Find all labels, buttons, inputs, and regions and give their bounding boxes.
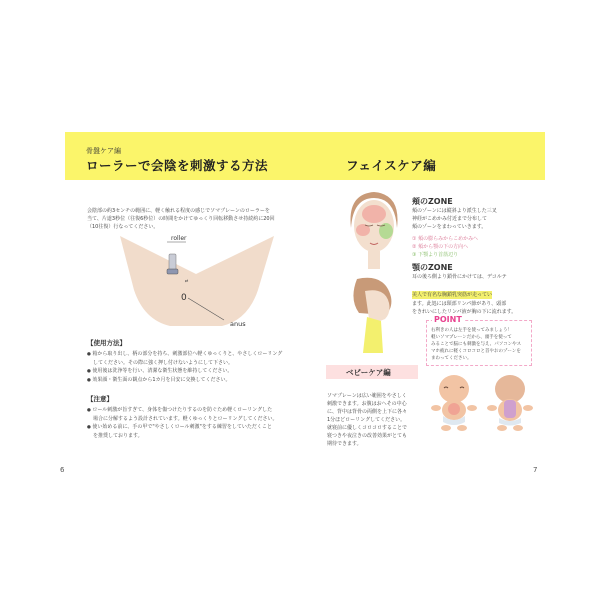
usage-list: [87, 350, 282, 385]
baby-leg: [457, 425, 467, 431]
baby-line: 就寝前に優しくコロコロすることで: [327, 425, 408, 431]
roller-head: [167, 269, 178, 274]
baby-head: [439, 375, 469, 403]
baby-back-illustration: [482, 372, 538, 432]
back-zone: [504, 400, 516, 418]
roller-label: roller: [171, 235, 187, 242]
cheek-zone-text: [412, 207, 497, 231]
baby-back-leg: [497, 425, 507, 431]
baby-back-arm: [487, 405, 497, 411]
motion-arrows: ⇄: [185, 278, 189, 283]
forehead-zone: [362, 205, 386, 223]
profile-illustration: [345, 273, 405, 355]
notes-item: ● ロール刺激が旨すぎて、身体を傷つけたりするのを防ぐため軽くローリングした: [87, 406, 277, 415]
usage-item-cont: してください。その際に強く押し付けないようにして下さい。: [93, 360, 234, 366]
intro-line: 会陰部の約3センチの範囲に、軽く触れる程度の感じでソマプレーンのローラーを: [87, 208, 270, 214]
cheek-line: 神経がこめかみ付近まで分布して: [412, 216, 488, 222]
section-label: 骨盤ケア編: [86, 147, 121, 155]
legend-item: ③ 下顎より首筋辺り: [412, 252, 459, 258]
roller-handle: [169, 254, 176, 270]
face-illustration: [343, 188, 405, 270]
point-line: 右利きの人は左手を使ってみましょう！: [431, 328, 512, 333]
pelvis-shape: [120, 236, 274, 326]
usage-item: ● 使用後は洗浄等を行い、清潔な衛生状態を維持してください。: [87, 367, 282, 376]
point-line: まわってください。: [431, 356, 472, 361]
neck-line: をきれいにしたリンパ液が胸の下に流れます。: [412, 309, 517, 315]
baby-back-head: [495, 375, 525, 403]
baby-arm: [431, 405, 441, 411]
right-page-number: 7: [533, 466, 538, 474]
neck-zone-heading: 顎のZONE: [412, 263, 453, 272]
left-page-number: 6: [60, 466, 65, 474]
neck-highlight: 美人で有名な胸鎖乳突筋が走ってい: [412, 292, 493, 298]
baby-text: [327, 392, 407, 448]
baby-line: に、背中は背骨の両側を上下に各々: [327, 409, 408, 415]
baby-arm: [467, 405, 477, 411]
notes-list: [87, 406, 277, 440]
cheek-line: 頬のゾーンには縦斜より派生した三叉: [412, 208, 497, 214]
cheek-zone-heading: 頬のZONE: [412, 197, 453, 206]
point-line: 軽いソマプレーンだから、頭手を使って: [431, 335, 512, 340]
legend-item: ② 頬から顎の下の方向へ: [412, 244, 469, 250]
intro-line: 当て、片道3秒位（往復6秒位）の時間をかけてゆっくり回転移動させ持続約に20回: [87, 216, 275, 222]
point-label: POINT: [434, 315, 462, 324]
point-line: マホ疲れに軽くコロコロと首やおのゾーンを: [431, 349, 521, 354]
baby-line: 1分ほどローリングしてください。: [327, 417, 406, 423]
notes-heading: 【注意】: [87, 395, 113, 403]
neck-line: 耳の後ろ側より鎖骨にかけては、デコルテ: [412, 274, 507, 280]
cheek-legend: [412, 235, 478, 259]
baby-line: ソマプレーンは広い範囲をやさしく: [327, 393, 407, 399]
baby-line: 期待できます。: [327, 441, 362, 447]
legend-item: ① 頬の膨らみからこめかみへ: [412, 236, 478, 242]
belly-zone: [448, 403, 460, 415]
anus-label: anus: [230, 320, 246, 328]
notes-item: ● 使い始める前に、手の甲で"やさしくロール刺激"をする練習をしていただくこと: [87, 423, 277, 432]
neck-zone-text: [412, 273, 516, 316]
intro-line: （10往復）行なってください。: [87, 224, 159, 230]
neck-zone: [363, 317, 383, 353]
baby-line: 刺激できます。お腹はおへその中心: [327, 401, 407, 407]
usage-item: ● 効果顔・衛生面の観点から1カ月を目安に交換してください。: [87, 376, 282, 385]
usage-heading: 【使用方法】: [87, 339, 126, 347]
left-page-title: ローラーで会陰を刺激する方法: [86, 158, 269, 173]
point-line: みることで脳にも刺激を与え、パソコンやス: [431, 342, 522, 347]
baby-back-arm: [523, 405, 533, 411]
baby-heading: ベビーケア編: [346, 368, 391, 377]
notes-item-cont: 場合に分解するよう設計されています。軽くゆっくりとローリングしてください。: [93, 416, 278, 422]
baby-back-leg: [513, 425, 523, 431]
baby-line: 寝つきや夜泣きの改善効果がとても: [327, 433, 408, 439]
usage-item: ● 箱から取り出し、柄の部分を持ち、刺激部位へ軽くゆっくりと、やさしくローリング: [87, 350, 282, 359]
right-page-title: フェイスケア編: [346, 158, 437, 173]
neck: [368, 251, 380, 269]
perineum-diagram: [118, 228, 276, 328]
notes-item-cont: を推奨しております。: [93, 433, 143, 439]
anus-symbol: 0: [181, 293, 187, 303]
cheek-line: 頬のゾーンをまわっていきます。: [412, 224, 487, 230]
neck-line: ます。此処には頸部リンパ節があり、頭部: [412, 301, 507, 307]
baby-leg: [441, 425, 451, 431]
right-cheek-zone: [379, 223, 393, 239]
point-text: [431, 327, 521, 362]
baby-front-illustration: [426, 372, 482, 432]
